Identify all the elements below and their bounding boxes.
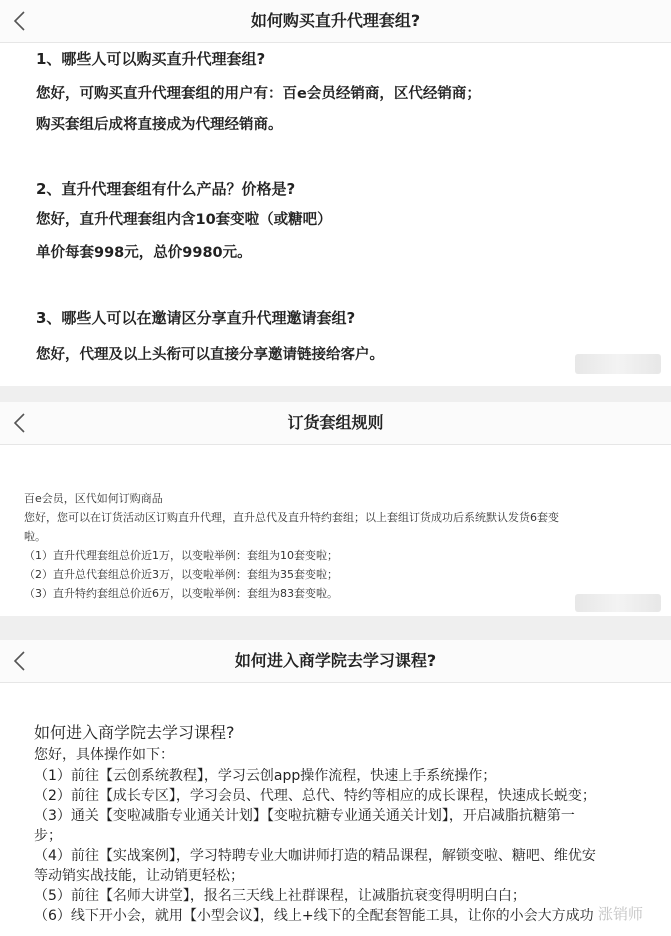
question-heading: 百e会员，区代如何订购商品 <box>24 492 163 505</box>
page-title: 如何进入商学院去学习课程? <box>234 651 437 670</box>
answer-text: 您好，您可以在订货活动区订购直升代理，直升总代及直升特约套组；以上套组订货成功后系统默认发货6套变 <box>24 511 559 524</box>
answer-text: 您好，代理及以上头衔可以直接分享邀请链接给客户。 <box>36 347 384 363</box>
list-item: （3）通关【变啦减脂专业通关计划】【变啦抗糖专业通关通关计划】，开启减脂抗糖第一 <box>34 808 575 824</box>
answer-text: 单价每套998元，总价9980元。 <box>36 245 252 261</box>
answer-text: 您好，具体操作如下： <box>34 747 174 763</box>
question-heading: 1、哪些人可以购买直升代理套组? <box>36 50 266 68</box>
answer-text: 购买套组后成将直接成为代理经销商。 <box>36 117 283 133</box>
page-title: 如何购买直升代理套组? <box>250 11 421 30</box>
list-item: （1）直升代理套组总价近1万，以变啦举例：套组为10套变啦； <box>24 549 338 562</box>
section-divider <box>0 616 671 640</box>
answer-text: 您好，直升代理套组内含10套变啦（或糖吧） <box>36 212 332 228</box>
list-item: （4）前往【实战案例】，学习特聘专业大咖讲师打造的精品课程，解锁变啦、糖吧、维优安 <box>34 848 596 864</box>
question-heading: 2、直升代理套组有什么产品？价格是? <box>36 180 296 198</box>
page-title: 订货套组规则 <box>287 413 384 432</box>
list-item: （1）前往【云创系统教程】，学习云创app操作流程，快速上手系统操作； <box>34 768 497 784</box>
list-item: 等动销实战技能，让动销更轻松； <box>34 868 244 884</box>
watermark: 涨销师 <box>598 905 644 923</box>
faq-panel-order-rules <box>0 402 671 616</box>
nav-bar <box>0 640 671 683</box>
nav-bar <box>0 402 671 445</box>
faq-panel-academy <box>0 640 671 936</box>
list-item: 步； <box>34 828 62 844</box>
answer-text: 您好，可购买直升代理套组的用户有：百e会员经销商，区代经销商； <box>36 86 481 102</box>
nav-bar <box>0 0 671 43</box>
answer-text: 啦。 <box>24 530 46 543</box>
question-heading: 如何进入商学院去学习课程? <box>34 723 235 742</box>
blurred-watermark <box>575 594 661 612</box>
list-item: （6）线下开小会，就用【小型会议】，线上+线下的全配套智能工具，让你的小会大方成功 <box>34 908 594 924</box>
faq-panel-buy-package <box>0 0 671 386</box>
list-item: （2）前往【成长专区】，学习会员、代理、总代、特约等相应的成长课程，快速成长蜕变； <box>34 788 596 804</box>
section-divider <box>0 386 671 402</box>
list-item: （3）直升特约套组总价近6万，以变啦举例：套组为83套变啦。 <box>24 587 338 600</box>
question-heading: 3、哪些人可以在邀请区分享直升代理邀请套组? <box>36 309 356 327</box>
list-item: （5）前往【名师大讲堂】，报名三天线上社群课程，让减脂抗衰变得明明白白； <box>34 888 526 904</box>
list-item: （2）直升总代套组总价近3万，以变啦举例：套组为35套变啦； <box>24 568 338 581</box>
blurred-watermark <box>575 354 661 374</box>
